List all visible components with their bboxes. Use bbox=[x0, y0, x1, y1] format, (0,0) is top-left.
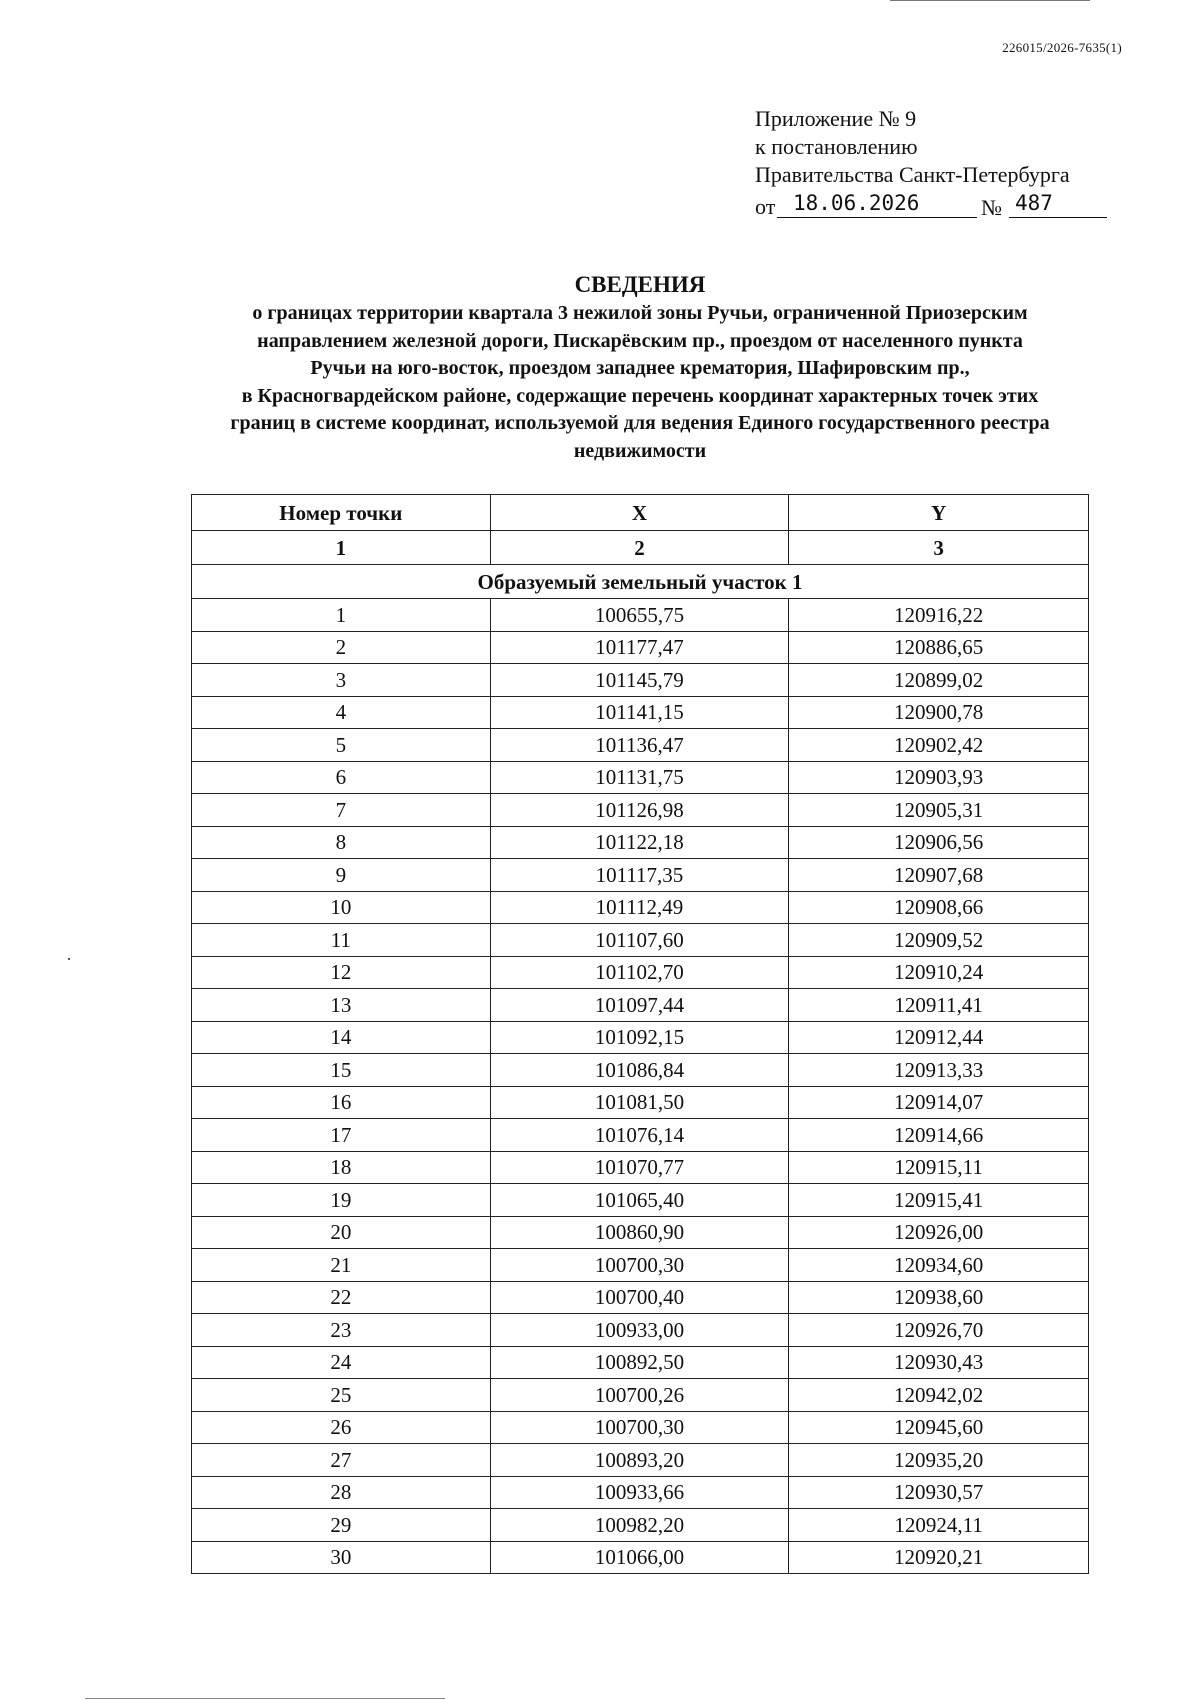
x-coordinate-cell: 101141,15 bbox=[490, 696, 789, 729]
y-coordinate-cell: 120924,11 bbox=[789, 1509, 1089, 1542]
table-row bbox=[192, 794, 1089, 827]
point-number-cell: 30 bbox=[192, 1541, 491, 1574]
table-row bbox=[192, 1346, 1089, 1379]
x-coordinate-cell: 100982,20 bbox=[490, 1509, 789, 1542]
x-coordinate-cell: 100933,00 bbox=[490, 1314, 789, 1347]
point-number-cell: 11 bbox=[192, 924, 491, 957]
table-row bbox=[192, 1444, 1089, 1477]
table-row bbox=[192, 1249, 1089, 1282]
document-registration-number: 226015/2026-7635(1) bbox=[1002, 40, 1122, 55]
point-number-cell: 19 bbox=[192, 1184, 491, 1217]
point-number-cell: 18 bbox=[192, 1151, 491, 1184]
y-coordinate-cell: 120934,60 bbox=[789, 1249, 1089, 1282]
decree-number: 487 bbox=[1009, 189, 1107, 218]
bottom-edge-line bbox=[85, 1698, 445, 1699]
y-coordinate-cell: 120902,42 bbox=[789, 729, 1089, 762]
point-number-cell: 12 bbox=[192, 956, 491, 989]
table-row bbox=[192, 1151, 1089, 1184]
column-number-1: 1 bbox=[192, 531, 491, 565]
table-row bbox=[192, 1281, 1089, 1314]
y-coordinate-cell: 120920,21 bbox=[789, 1541, 1089, 1574]
y-coordinate-cell: 120900,78 bbox=[789, 696, 1089, 729]
header-point-number: Номер точки bbox=[192, 495, 491, 531]
table-row bbox=[192, 664, 1089, 697]
table-row bbox=[192, 956, 1089, 989]
y-coordinate-cell: 120911,41 bbox=[789, 989, 1089, 1022]
point-number-cell: 28 bbox=[192, 1476, 491, 1509]
x-coordinate-cell: 101117,35 bbox=[490, 859, 789, 892]
y-coordinate-cell: 120913,33 bbox=[789, 1054, 1089, 1087]
point-number-cell: 15 bbox=[192, 1054, 491, 1087]
table-row bbox=[192, 891, 1089, 924]
y-coordinate-cell: 120942,02 bbox=[789, 1379, 1089, 1412]
y-coordinate-cell: 120910,24 bbox=[789, 956, 1089, 989]
x-coordinate-cell: 100892,50 bbox=[490, 1346, 789, 1379]
from-label: от bbox=[755, 194, 776, 219]
x-coordinate-cell: 101145,79 bbox=[490, 664, 789, 697]
table-row bbox=[192, 1216, 1089, 1249]
coordinates-table bbox=[191, 494, 1089, 1574]
y-coordinate-cell: 120886,65 bbox=[789, 631, 1089, 664]
y-coordinate-cell: 120907,68 bbox=[789, 859, 1089, 892]
x-coordinate-cell: 101081,50 bbox=[490, 1086, 789, 1119]
table-row bbox=[192, 859, 1089, 892]
x-coordinate-cell: 101097,44 bbox=[490, 989, 789, 1022]
section-title: Образуемый земельный участок 1 bbox=[192, 565, 1089, 599]
x-coordinate-cell: 101065,40 bbox=[490, 1184, 789, 1217]
y-coordinate-cell: 120903,93 bbox=[789, 761, 1089, 794]
x-coordinate-cell: 100700,30 bbox=[490, 1411, 789, 1444]
appendix-line-3: Правительства Санкт-Петербурга bbox=[755, 162, 1070, 187]
table-row bbox=[192, 1184, 1089, 1217]
table-row bbox=[192, 1314, 1089, 1347]
point-number-cell: 1 bbox=[192, 599, 491, 632]
y-coordinate-cell: 120930,43 bbox=[789, 1346, 1089, 1379]
title-line-1: о границах территории квартала 3 нежилой зоны Ручьи, ограниченной Приозерским bbox=[252, 302, 1028, 324]
point-number-cell: 21 bbox=[192, 1249, 491, 1282]
point-number-cell: 13 bbox=[192, 989, 491, 1022]
table-row bbox=[192, 1379, 1089, 1412]
column-number-2: 2 bbox=[490, 531, 789, 565]
y-coordinate-cell: 120899,02 bbox=[789, 664, 1089, 697]
x-coordinate-cell: 101070,77 bbox=[490, 1151, 789, 1184]
point-number-cell: 10 bbox=[192, 891, 491, 924]
point-number-cell: 4 bbox=[192, 696, 491, 729]
table-row bbox=[192, 1119, 1089, 1152]
table-row bbox=[192, 989, 1089, 1022]
x-coordinate-cell: 101131,75 bbox=[490, 761, 789, 794]
x-coordinate-cell: 100700,30 bbox=[490, 1249, 789, 1282]
table-row bbox=[192, 924, 1089, 957]
y-coordinate-cell: 120915,11 bbox=[789, 1151, 1089, 1184]
point-number-cell: 7 bbox=[192, 794, 491, 827]
x-coordinate-cell: 101086,84 bbox=[490, 1054, 789, 1087]
y-coordinate-cell: 120908,66 bbox=[789, 891, 1089, 924]
point-number-cell: 20 bbox=[192, 1216, 491, 1249]
title-line-4: в Красногвардейском районе, содержащие перечень координат характерных точек этих bbox=[241, 384, 1039, 407]
x-coordinate-cell: 101112,49 bbox=[490, 891, 789, 924]
section-row bbox=[192, 565, 1089, 599]
y-coordinate-cell: 120909,52 bbox=[789, 924, 1089, 957]
x-coordinate-cell: 100700,26 bbox=[490, 1379, 789, 1412]
point-number-cell: 3 bbox=[192, 664, 491, 697]
x-coordinate-cell: 100893,20 bbox=[490, 1444, 789, 1477]
x-coordinate-cell: 100860,90 bbox=[490, 1216, 789, 1249]
column-number-row bbox=[192, 531, 1089, 565]
point-number-cell: 26 bbox=[192, 1411, 491, 1444]
y-coordinate-cell: 120914,66 bbox=[789, 1119, 1089, 1152]
table-row bbox=[192, 1541, 1089, 1574]
point-number-cell: 16 bbox=[192, 1086, 491, 1119]
point-number-cell: 2 bbox=[192, 631, 491, 664]
table-row bbox=[192, 1021, 1089, 1054]
header-x: X bbox=[490, 495, 789, 531]
y-coordinate-cell: 120915,41 bbox=[789, 1184, 1089, 1217]
x-coordinate-cell: 101136,47 bbox=[490, 729, 789, 762]
x-coordinate-cell: 101102,70 bbox=[490, 956, 789, 989]
y-coordinate-cell: 120912,44 bbox=[789, 1021, 1089, 1054]
table-row bbox=[192, 1054, 1089, 1087]
y-coordinate-cell: 120905,31 bbox=[789, 794, 1089, 827]
y-coordinate-cell: 120916,22 bbox=[789, 599, 1089, 632]
document-title-block bbox=[160, 270, 1120, 465]
y-coordinate-cell: 120926,70 bbox=[789, 1314, 1089, 1347]
table-row bbox=[192, 599, 1089, 632]
scan-speck bbox=[68, 958, 70, 960]
x-coordinate-cell: 101107,60 bbox=[490, 924, 789, 957]
x-coordinate-cell: 101177,47 bbox=[490, 631, 789, 664]
title-line-6: недвижимости bbox=[573, 439, 707, 462]
x-coordinate-cell: 100655,75 bbox=[490, 599, 789, 632]
table-row bbox=[192, 696, 1089, 729]
y-coordinate-cell: 120930,57 bbox=[789, 1476, 1089, 1509]
appendix-date-line bbox=[755, 189, 1155, 219]
decree-date: 18.06.2026 bbox=[777, 189, 977, 218]
table-row bbox=[192, 1086, 1089, 1119]
y-coordinate-cell: 120914,07 bbox=[789, 1086, 1089, 1119]
top-edge-line bbox=[890, 0, 1090, 1]
table-row bbox=[192, 1411, 1089, 1444]
document-heading: СВЕДЕНИЯ bbox=[574, 272, 706, 297]
point-number-cell: 24 bbox=[192, 1346, 491, 1379]
table-row bbox=[192, 826, 1089, 859]
point-number-cell: 6 bbox=[192, 761, 491, 794]
table-row bbox=[192, 761, 1089, 794]
y-coordinate-cell: 120906,56 bbox=[789, 826, 1089, 859]
title-line-5: границ в системе координат, используемой для ведения Единого государственного реестра bbox=[230, 412, 1050, 434]
appendix-block bbox=[755, 105, 1155, 219]
x-coordinate-cell: 100700,40 bbox=[490, 1281, 789, 1314]
title-line-2: направлением железной дороги, Пискарёвским пр., проездом от населенного пункта bbox=[257, 329, 1023, 352]
point-number-cell: 14 bbox=[192, 1021, 491, 1054]
point-number-cell: 29 bbox=[192, 1509, 491, 1542]
point-number-cell: 25 bbox=[192, 1379, 491, 1412]
table-header-row bbox=[192, 495, 1089, 531]
column-number-3: 3 bbox=[789, 531, 1089, 565]
appendix-line-2: к постановлению bbox=[755, 134, 918, 159]
x-coordinate-cell: 101066,00 bbox=[490, 1541, 789, 1574]
point-number-cell: 22 bbox=[192, 1281, 491, 1314]
y-coordinate-cell: 120945,60 bbox=[789, 1411, 1089, 1444]
point-number-cell: 17 bbox=[192, 1119, 491, 1152]
appendix-line-1: Приложение № 9 bbox=[755, 106, 917, 131]
table-row bbox=[192, 1509, 1089, 1542]
number-label: № bbox=[981, 195, 1002, 220]
y-coordinate-cell: 120938,60 bbox=[789, 1281, 1089, 1314]
y-coordinate-cell: 120935,20 bbox=[789, 1444, 1089, 1477]
table-row bbox=[192, 1476, 1089, 1509]
table-row bbox=[192, 729, 1089, 762]
point-number-cell: 5 bbox=[192, 729, 491, 762]
point-number-cell: 8 bbox=[192, 826, 491, 859]
x-coordinate-cell: 101092,15 bbox=[490, 1021, 789, 1054]
point-number-cell: 27 bbox=[192, 1444, 491, 1477]
x-coordinate-cell: 100933,66 bbox=[490, 1476, 789, 1509]
point-number-cell: 9 bbox=[192, 859, 491, 892]
header-y: Y bbox=[789, 495, 1089, 531]
x-coordinate-cell: 101126,98 bbox=[490, 794, 789, 827]
table-row bbox=[192, 631, 1089, 664]
x-coordinate-cell: 101122,18 bbox=[490, 826, 789, 859]
title-line-3: Ручьи на юго-восток, проездом западнее крематория, Шафировским пр., bbox=[310, 357, 970, 379]
y-coordinate-cell: 120926,00 bbox=[789, 1216, 1089, 1249]
point-number-cell: 23 bbox=[192, 1314, 491, 1347]
x-coordinate-cell: 101076,14 bbox=[490, 1119, 789, 1152]
